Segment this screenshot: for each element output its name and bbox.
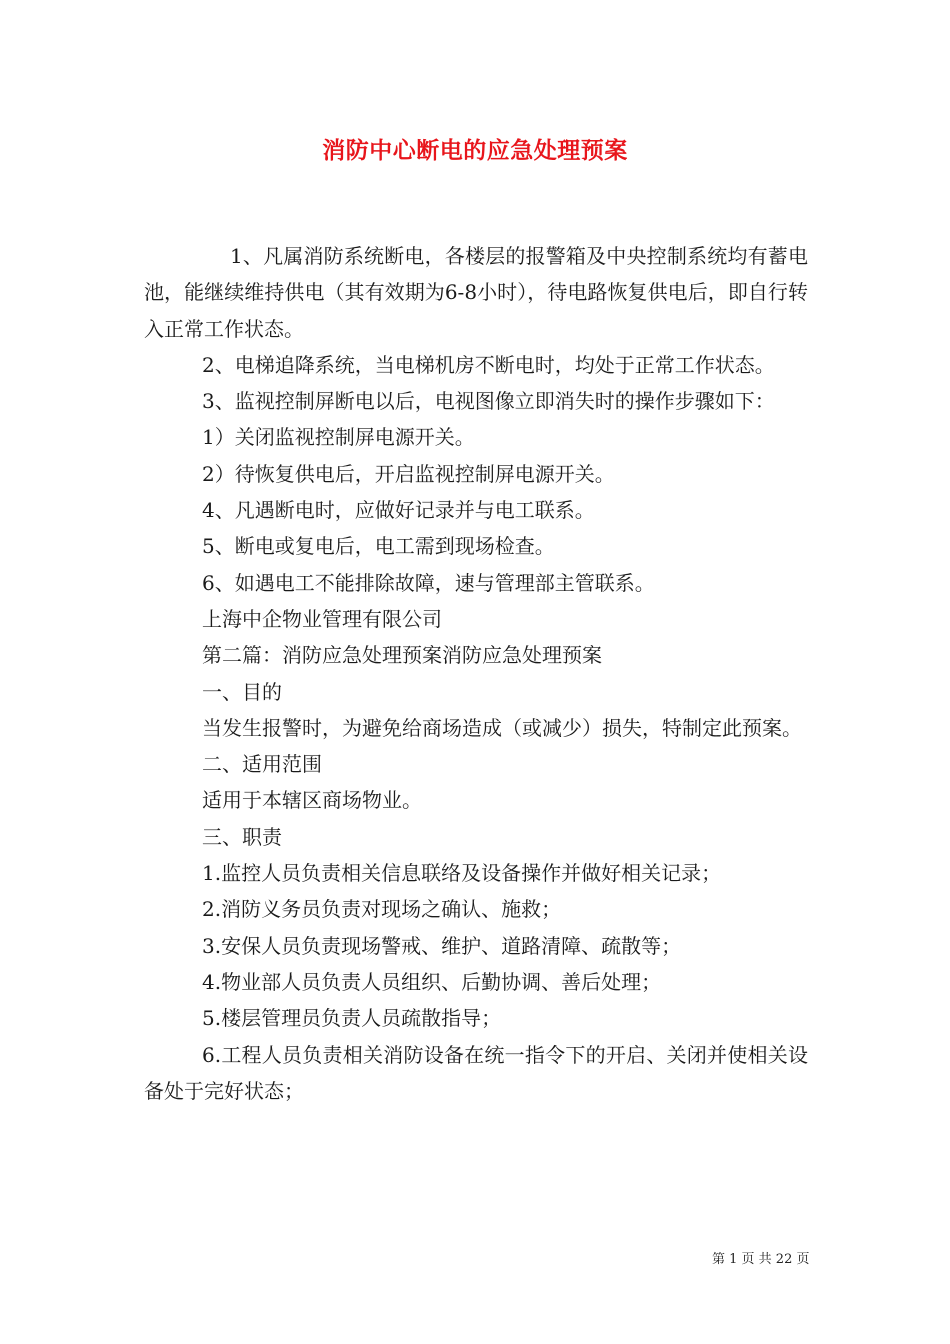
paragraph: 4、凡遇断电时，应做好记录并与电工联系。 xyxy=(202,498,595,523)
paragraph: 1）关闭监视控制屏电源开关。 xyxy=(202,425,475,450)
document-body xyxy=(144,238,808,1109)
company-name: 上海中企物业管理有限公司 xyxy=(202,606,442,631)
page-number: 第 1 页 共 22 页 xyxy=(712,1252,810,1267)
document-title: 消防中心断电的应急处理预案 xyxy=(322,137,628,164)
paragraph: 5、断电或复电后，电工需到现场检查。 xyxy=(202,534,555,559)
list-item: 5.楼层管理员负责人员疏散指导； xyxy=(202,1006,502,1031)
paragraph: 2）待恢复供电后，开启监视控制屏电源开关。 xyxy=(202,461,615,486)
section-heading: 一、目的 xyxy=(202,679,282,704)
paragraph: 1、凡属消防系统断电，各楼层的报警箱及中央控制系统均有蓄电池，能继续维持供电（其有效期为6-8小时），待电路恢复供电后，即自行转入正常工作状态。 xyxy=(144,244,808,341)
section-heading: 第二篇：消防应急处理预案消防应急处理预案 xyxy=(202,643,602,668)
section-heading: 三、职责 xyxy=(202,824,282,849)
paragraph: 当发生报警时，为避免给商场造成（或减少）损失，特制定此预案。 xyxy=(202,715,802,740)
list-item: 6.工程人员负责相关消防设备在统一指令下的开启、关闭并使相关设备处于完好状态； xyxy=(144,1042,808,1103)
list-item: 3.安保人员负责现场警戒、维护、道路清障、疏散等； xyxy=(202,933,682,958)
section-heading: 二、适用范围 xyxy=(202,752,322,777)
paragraph: 6、如遇电工不能排除故障，速与管理部主管联系。 xyxy=(202,570,655,595)
list-item: 4.物业部人员负责人员组织、后勤协调、善后处理； xyxy=(202,969,662,994)
paragraph: 适用于本辖区商场物业。 xyxy=(202,788,422,813)
paragraph: 2、电梯追降系统，当电梯机房不断电时，均处于正常工作状态。 xyxy=(202,352,775,377)
list-item: 2.消防义务员负责对现场之确认、施救； xyxy=(202,897,562,922)
list-item: 1.监控人员负责相关信息联络及设备操作并做好相关记录； xyxy=(202,861,722,886)
paragraph: 3、监视控制屏断电以后，电视图像立即消失时的操作步骤如下： xyxy=(202,389,775,414)
